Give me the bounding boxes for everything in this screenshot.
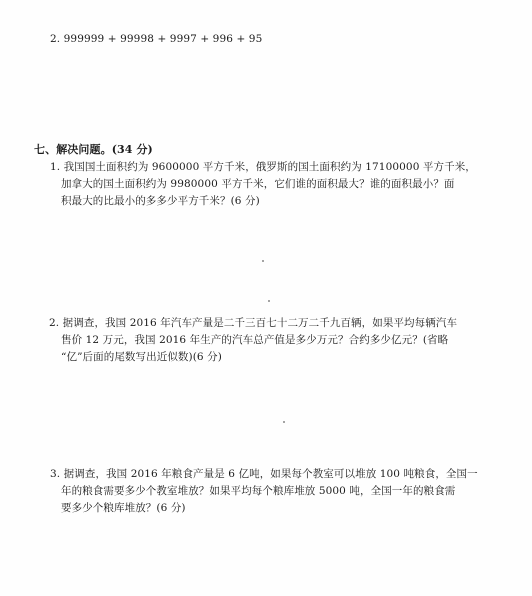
question-3-line-3: 要多少个粮库堆放？(6 分) [61,502,186,514]
question-2-line-3: “亿”后面的尾数写出近似数)(6 分) [61,351,222,363]
question-1-line-2: 加拿大的国土面积约为 9980000 平方千米，它们谁的面积最大？谁的面积最小？面 [61,178,455,190]
scan-speck [283,421,285,423]
previous-calculation-item: 2. 999999 + 99998 + 9997 + 996 + 95 [50,33,263,45]
question-2-line-2: 售价 12 万元，我国 2016 年生产的汽车总产值是多少万元？合约多少亿元？(省略 [61,334,449,346]
scan-speck [268,300,270,302]
scan-speck [262,260,264,262]
question-2-line-1: 2. 据调查，我国 2016 年汽车产量是二千三百七十二万二千九百辆，如果平均每辆汽车 [49,317,458,329]
question-3-line-1: 3. 据调查，我国 2016 年粮食产量是 6 亿吨，如果每个教室可以堆放 100 吨粮食，全国一 [50,468,478,480]
question-1-line-1: 1. 我国国土面积约为 9600000 平方千米，俄罗斯的国土面积约为 17100000 平方千米， [50,161,476,173]
question-3-line-2: 年的粮食需要多少个教室堆放？如果平均每个粮库堆放 5000 吨，全国一年的粮食需 [61,485,456,497]
question-1-line-3: 积最大的比最小的多多少平方千米？(6 分) [61,195,260,207]
section-title: 七、解决问题。(34 分) [34,143,153,156]
